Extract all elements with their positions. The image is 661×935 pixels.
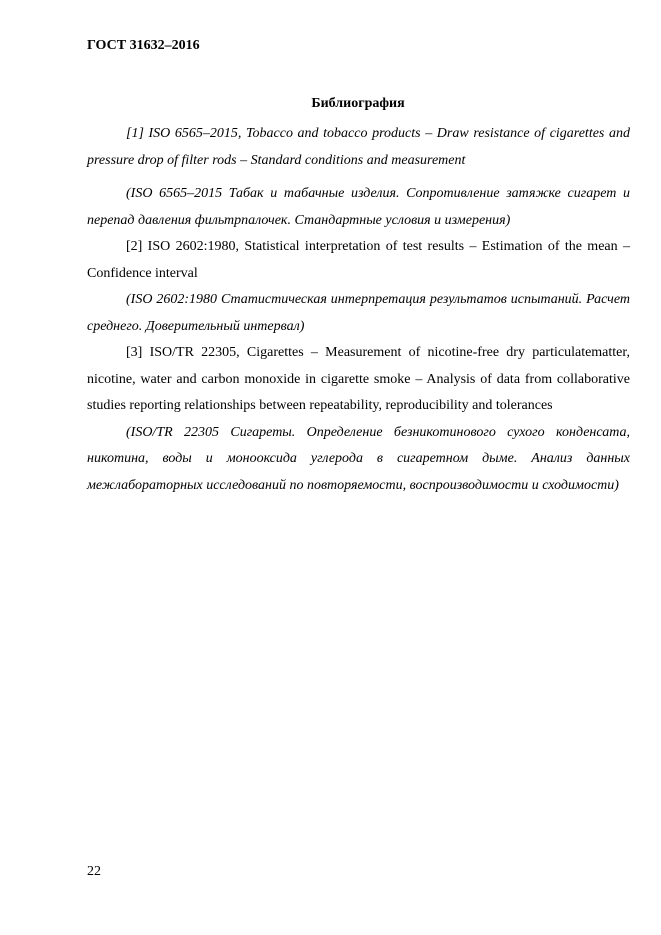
reference-2-english: [2] ISO 2602:1980, Statistical interpretation of test results – Estimation of the mean – Confidence interval	[87, 239, 630, 281]
reference-2-russian: (ISO 2602:1980 Статистическая интерпретация результатов испытаний. Расчет среднего. Доверительный интервал)	[87, 292, 630, 334]
document-code-header: ГОСТ 31632–2016	[87, 38, 200, 53]
bibliography-list	[87, 121, 630, 499]
page-number: 22	[87, 864, 101, 879]
bibliography-title: Библиография	[311, 96, 405, 111]
reference-3-russian: (ISO/TR 22305 Сигареты. Определение безникотинового сухого конденсата, никотина, воды и монооксида углерода в сигаретном дыме. Анализ данных межлабораторных исследований по повторяемости, воспроизводимости и сходимости)	[87, 424, 630, 493]
reference-1-english: [1] ISO 6565–2015, Tobacco and tobacco products – Draw resistance of cigarettes and pressure drop of filter rods – Standard conditions and measurement	[87, 126, 630, 168]
reference-1-russian: (ISO 6565–2015 Табак и табачные изделия. Сопротивление затяжке сигарет и перепад давления фильтрпалочек. Стандартные условия и измерения)	[87, 186, 630, 228]
reference-3-english: [3] ISO/TR 22305, Cigarettes – Measurement of nicotine-free dry particulatematter, nicotine, water and carbon monoxide in cigarette smoke – Analysis of data from collaborative studies reporting relationships between repeatability, reproducibility and tolerances	[87, 345, 630, 413]
